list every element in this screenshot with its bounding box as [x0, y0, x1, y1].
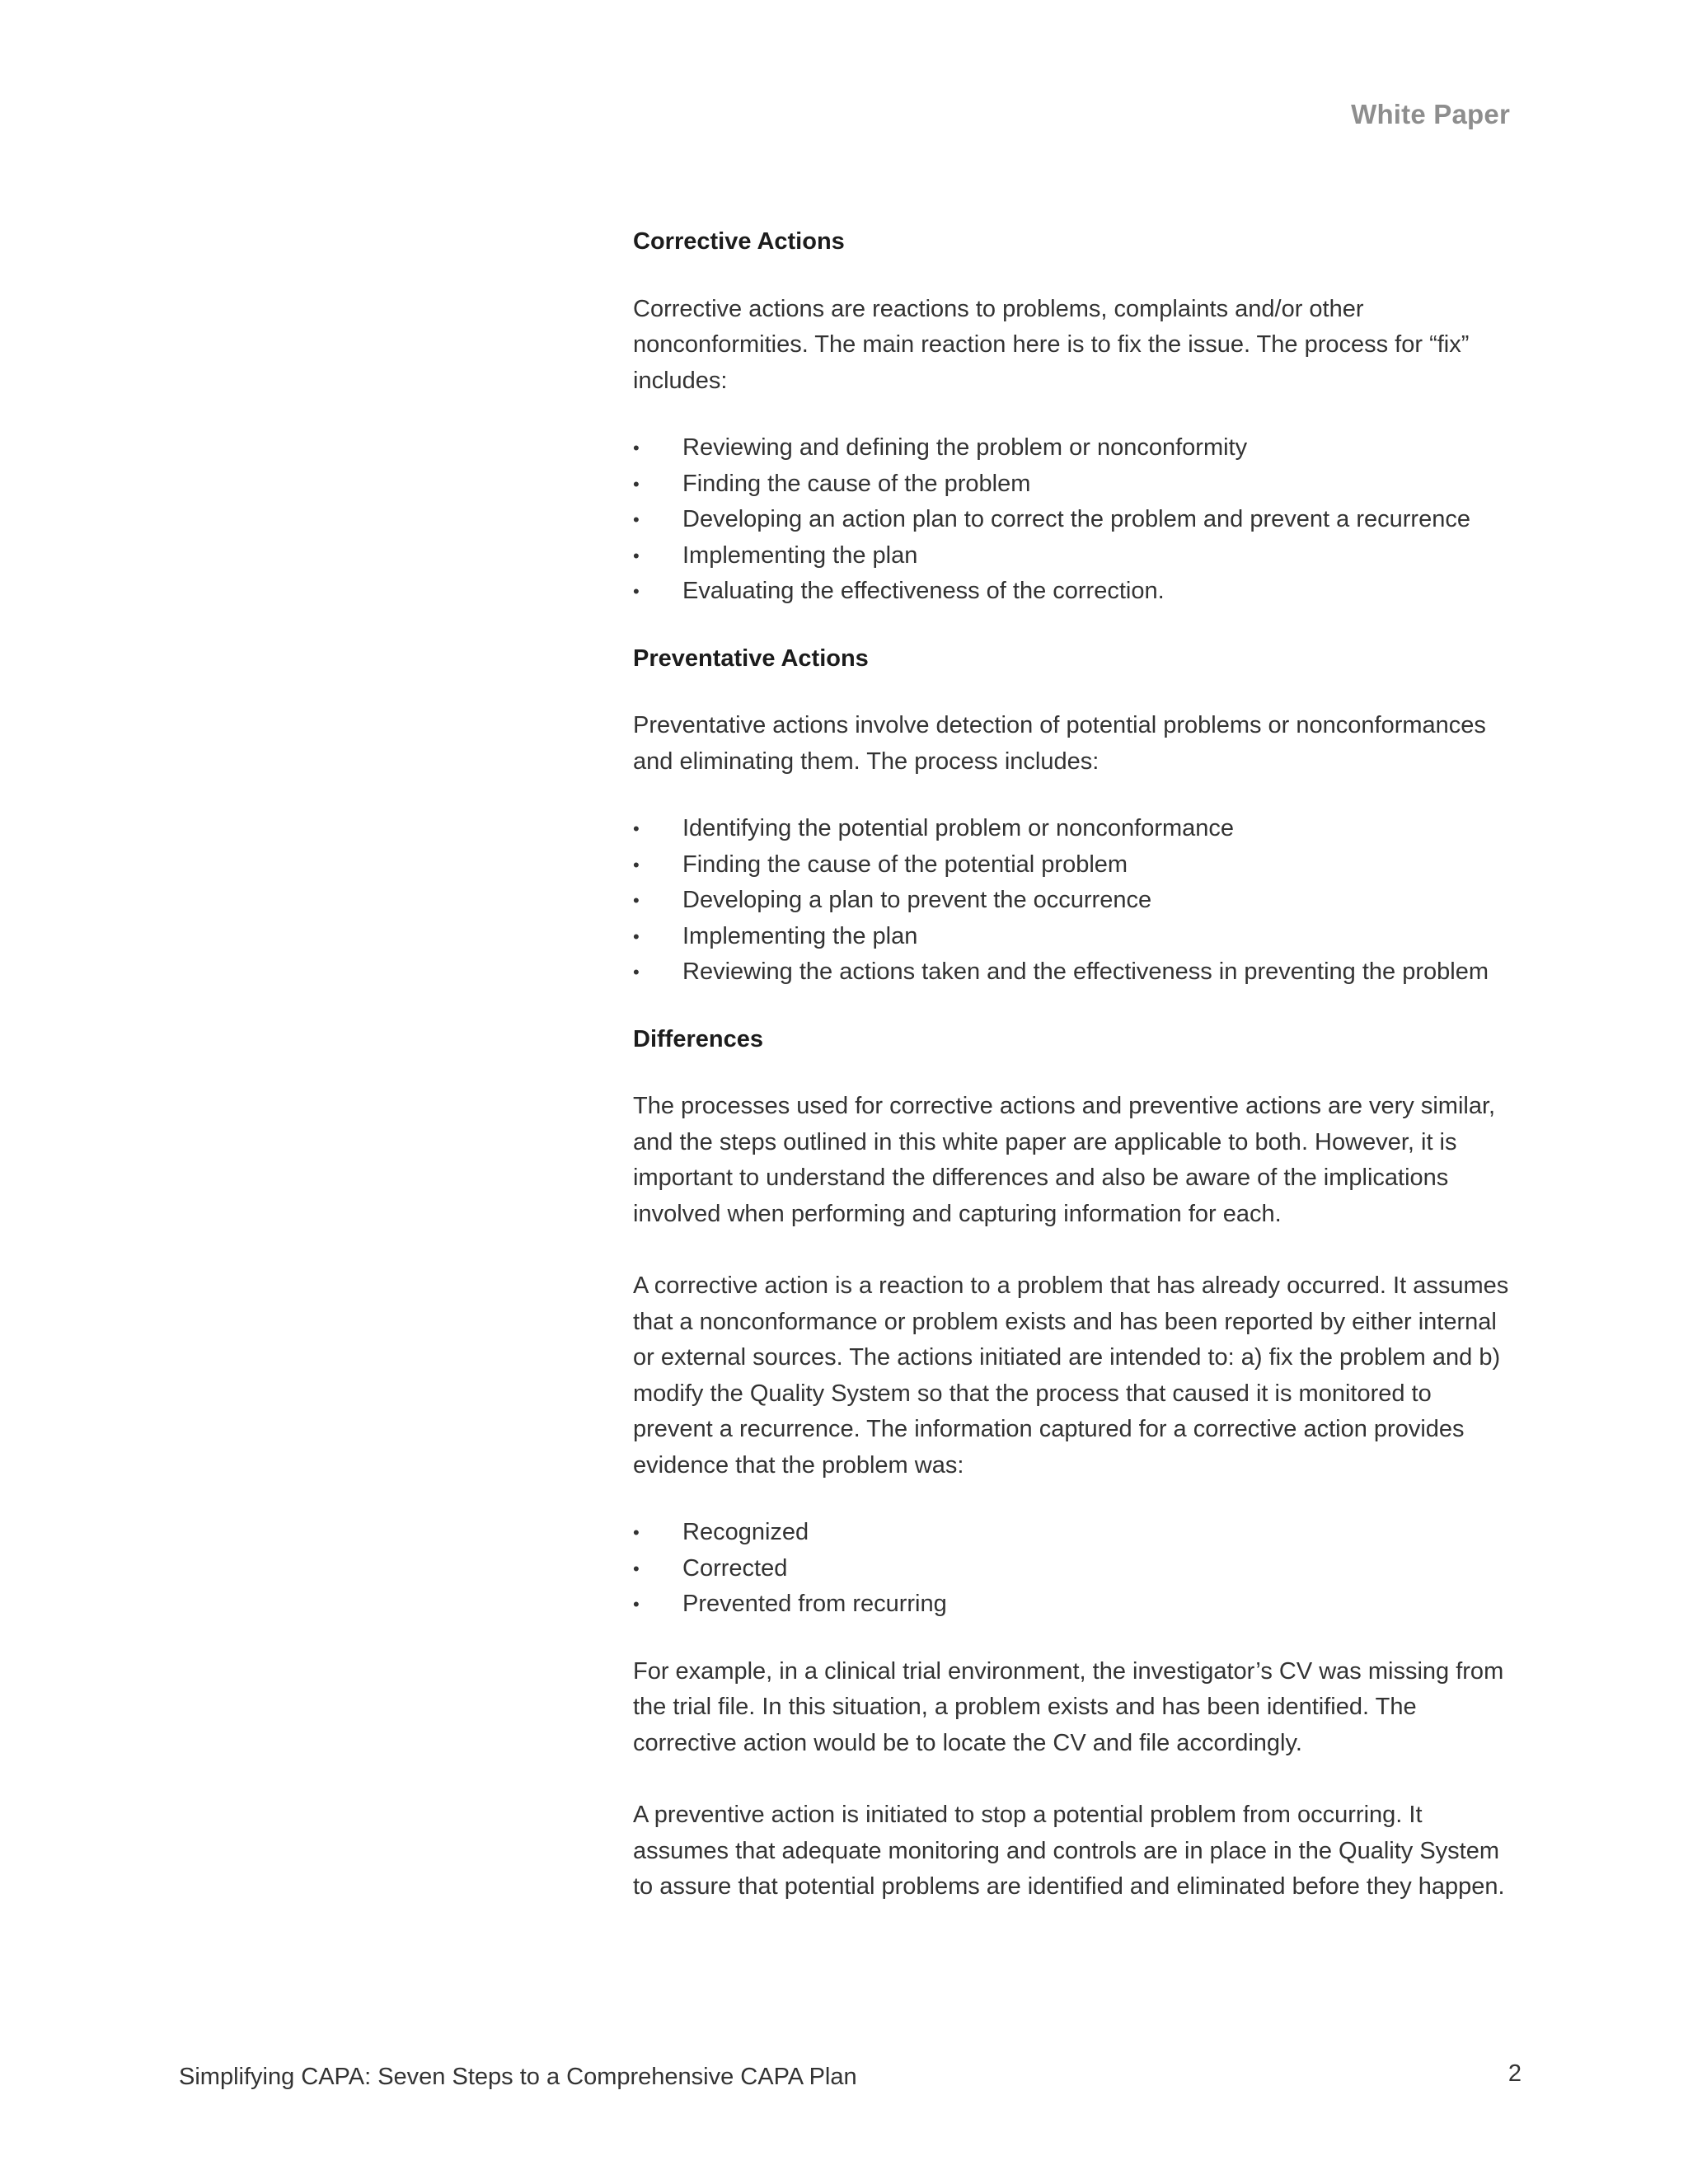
- list-item-text: Identifying the potential problem or nonconformance: [682, 815, 1235, 841]
- list-item: [633, 1551, 1515, 1587]
- list-item-text: Prevented from recurring: [682, 1591, 947, 1617]
- bullet-icon: •: [633, 962, 640, 982]
- list-item: [633, 502, 1515, 538]
- section-heading-preventative-actions: Preventative Actions: [633, 644, 869, 672]
- list-item-text: Reviewing the actions taken and the effectiveness in preventing the problem: [682, 958, 1489, 985]
- bullet-icon: •: [633, 473, 640, 494]
- bullet-icon: •: [633, 438, 640, 458]
- bullet-icon: •: [633, 545, 640, 566]
- list-item-text: Finding the cause of the potential problem: [682, 851, 1128, 878]
- list-item: [633, 883, 1515, 919]
- list-item-text: Developing a plan to prevent the occurrence: [682, 887, 1152, 913]
- list-item: [633, 847, 1515, 883]
- paragraph-differences-2: A corrective action is a reaction to a problem that has already occurred. It assumes that a nonconformance or problem exists and has been reported by either internal or external sources. The actions initiated are intended to: a) fix the problem and b) modify the Quality System so that the process that caused it is monitored to prevent a recurrence. The information captured for a corrective action provides evidence that the problem was:: [633, 1272, 1509, 1479]
- list-item-text: Evaluating the effectiveness of the correction.: [682, 578, 1165, 604]
- bullet-icon: •: [633, 509, 640, 530]
- list-item-text: Corrected: [682, 1554, 788, 1582]
- list-item-text: Reviewing and defining the problem or nonconformity: [682, 434, 1248, 461]
- document-type-label: White Paper: [1351, 99, 1510, 129]
- bullet-icon: •: [633, 818, 640, 839]
- list-item: [633, 954, 1515, 991]
- section-heading-corrective-actions: Corrective Actions: [633, 228, 845, 255]
- list-item-text: Developing an action plan to correct the problem and prevent a recurrence: [682, 506, 1470, 532]
- bullet-icon: •: [633, 1522, 640, 1543]
- list-item: [633, 538, 1515, 574]
- list-item-text: Recognized: [682, 1519, 809, 1545]
- main-content: [633, 224, 1515, 1937]
- bullet-icon: •: [633, 1594, 640, 1615]
- list-item: [633, 919, 1515, 955]
- corrective-bullet-list: [633, 430, 1515, 610]
- bullet-icon: •: [633, 890, 640, 911]
- list-item-text: Implementing the plan: [682, 541, 918, 569]
- list-item: [633, 574, 1515, 610]
- paragraph-preventative-intro: Preventative actions involve detection of potential problems or nonconformances and eliminating them. The process includes:: [633, 712, 1486, 775]
- differences-bullet-list: [633, 1515, 1515, 1623]
- bullet-icon: •: [633, 1558, 640, 1579]
- list-item: [633, 1515, 1515, 1551]
- bullet-icon: •: [633, 854, 640, 875]
- paragraph-corrective-intro: Corrective actions are reactions to problems, complaints and/or other nonconformities. The main reaction here is to fix the issue. The process for “fix” includes:: [633, 295, 1470, 394]
- preventative-bullet-list: [633, 811, 1515, 991]
- footer-document-title: Simplifying CAPA: Seven Steps to a Comprehensive CAPA Plan: [179, 2064, 857, 2090]
- list-item: [633, 430, 1515, 466]
- list-item-text: Implementing the plan: [682, 922, 918, 949]
- section-heading-differences: Differences: [633, 1025, 763, 1052]
- bullet-icon: •: [633, 581, 640, 602]
- list-item-text: Finding the cause of the problem: [682, 470, 1031, 497]
- list-item: [633, 811, 1515, 847]
- paragraph-differences-1: The processes used for corrective actions and preventive actions are very similar, and the steps outlined in this white paper are applicable to both. However, it is important to understand the differences and also be aware of the implications involved when performing and capturing information for each.: [633, 1093, 1496, 1227]
- paragraph-differences-3: For example, in a clinical trial environment, the investigator’s CV was missing from the trial file. In this situation, a problem exists and has been identified. The corrective action would be to locate the CV and file accordingly.: [633, 1657, 1504, 1756]
- list-item: [633, 466, 1515, 503]
- footer-page-number: 2: [1507, 2060, 1522, 2087]
- paragraph-differences-4: A preventive action is initiated to stop a potential problem from occurring. It assumes that adequate monitoring and controls are in place in the Quality System to assure that potential problems are identified and eliminated before they happen.: [633, 1802, 1505, 1900]
- bullet-icon: •: [633, 926, 640, 947]
- list-item: [633, 1586, 1515, 1623]
